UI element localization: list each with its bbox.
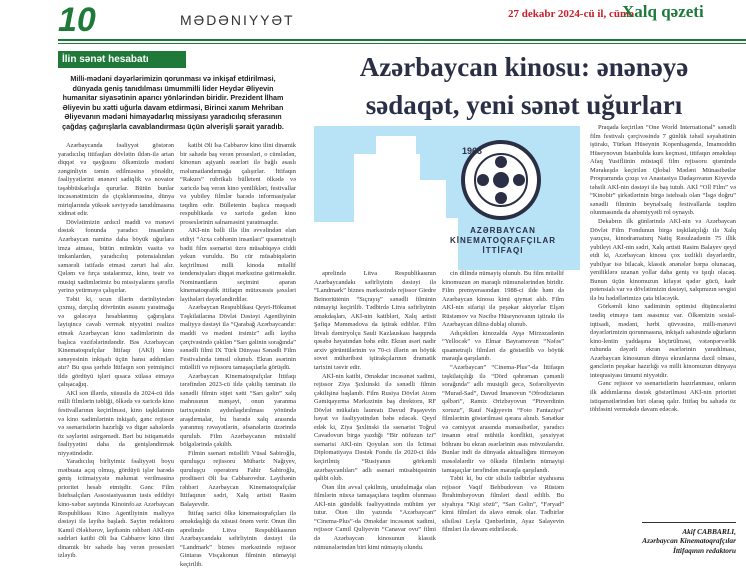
paragraph: “Azərbaycan” “Cinema-Plus”-da İttifaqın təşkilatçılığı ilə “Dörd qəhrəman çəmənli sorağında” adlı musiqili gecə, Sofəroliyevin “Murad-Sad”, Davud İmanovun “Əfrodizianın qəlbəri”, Ramiz Ərizbəyovun “Pirverdinin xoruzu”, Rauf Nağıyevin “Foto Fantaziya” filmlərinin göstərilməsi qərara alınıb. Sənətkar və cəmiyyət arasında mənasibətlər, yaradıcı insanın ətraf mühitlə konflikti, şəxsiyyət böhranı bu ekran əsərlərinin əsas mövzularıdır. Bunlar indi də dünyada aktuallığını itirməyən məsələlərdir və ölkədə filmlərin nümayişi tamaşaçılar tərəfindən maraqla qarşılandı.	[442, 364, 564, 474]
paragraph: AKİ-nin katibi, Əməkdar incəsənət xadimi, rejissor Ziya Şıxlıinski ilə sənədli filmin çəkilişinə başlanıb. Film Rusiya Dövlət Atom Gəmiqayırma Mərkəzinin baş direktoru, RF Dövlət mükafatı laureatı Davud Paşayevin həyat və fəaliyyətindən bəhs edəcək. Qeyd edək ki, Ziya Şıxlinski ilə ssenarist Toğrul Cavadovun birgə yazdığı “Bir nüfuzun izi” ssenarisi AKİ-nin Qoyulan son ilə İctimai Diplomatiyaya Dəstək Fondu ilə 2020-ci ildə keçirilmiş “Rusiyanın görkəmli azərbaycanlıları” adlı ssenari müsabiqəsinin qalibi olub.	[314, 372, 436, 483]
logo-line-2: KİNEMATOQRAFÇILAR	[449, 236, 557, 245]
paragraph: AKİ son illərdə, xüsusilə də 2024-cü ildə milli filmlərin təbliği, ölkədə və xaricdə kino festivallarının keçirilməsi, kino təşkilatının və kino xadimlərinin inkişafı, gənc rejissor və ssenaristlərin hazırlığı və digər sahələrdə öz səylərini əsirgəmədi. Bəri bu istiqamətdə fəaliyyətini daha da genişləndirmək niyyətindədir.	[58, 389, 174, 457]
page-number: 10	[58, 1, 96, 39]
paragraph: AKİ-nin bəlli illə ilin əvvəlindən elan etdiyi “Arxa cəbhənin insanları” qısametrajlı bədii film ssenarisi üzrə müsabiqəyə ciddi yekun vuruldu. Bu cür müsabiqələrin keçirilməsi milli kinoda müəllif tendensiyaları diqqət mərkəzinə gətirməkdir. Nominantların seçimini aparan kinematoqrafik ittifaqın mütəxəssis şəxsləri layihələri dəyərləndirdilər.	[180, 227, 296, 303]
paragraph: Azərbaycan Respublikası Qeyri-Hökumət Təşkilatlarına Dövlət Dəstəyi Agentliyinin maliyyə dəstəyi ilə “Qarabağ Azərbaycandır: maddi və mədəni irsimiz” adlı layihə çərçivəsində çəkilən “Sarı gəlinin sorağında” sənədli filmi IX Türk Dünyası Sənədli Film Festivalında təmsil olunub. Ekran əsərinin müəllifi və rejissoru tamaşaçılarla görüşdü.	[180, 304, 296, 372]
paragraph: Gənc rejissor və ssenaristlərin hazırlanması, onların ilk addımlarına dəstək göstərilməsi AKİ-nin prioritet istiqamətlərindən biri olaraq qalır. İttifaq bu sahədə öz töhfəsini verməkdə davam edəcək.	[590, 380, 736, 414]
section-title: MƏDƏNIYYƏT	[180, 12, 295, 28]
logo-wordmark	[442, 226, 564, 256]
tower-shape	[376, 136, 416, 160]
rubric-tag: İlin sənət hesabatı	[58, 51, 186, 68]
paragraph: Azərbaycanda fəaliyyət göstərən yaradıcılıq ittifaqları dövlətin ildən-ilə artan diqqət və qayğısını ölkəmizdə mədəni zənginliyin təmin edilməsinə yönəldir, fəaliyyətlərini ənənəvi sadiqlik və novator təşəbbüskarlıqla qururlar. Bütün bunlar incəsənətimizin də çiçəklənməsinə, dünya miriqlarında yüksək səviyyədə tanıdılmasına xidmət edir.	[58, 142, 174, 218]
paragraph: Təbii ki, bu cür silsilə tədbirlər siyahısına rejissor Vaqif Behbudovun və Rüstəm İbrahimbəyovun filmləri daxil edilib. Bu siyahıya “Kişi sözü”, “Sarı Gəlin”, “Fəryad” kimi filmləri də əlavə etmək olar. Tədbirlər silsiləsi Leyla Qənbərlinin, Ayaz Salayevin filmləri ilə davam etdiriləcək.	[442, 475, 564, 534]
paragraph: cin dilində nümayiş olunub. Bu film müəllif kinomuzun ən maraqlı nümunələrindən biridir. Film premyerasından 1988-ci ilde həm də Azərbaycan kinosu kimi qiymət alıb. Film AKİ-nin sifarişi ilə peşəkar aktyorlar Elşən Rüstəmov və Nəcibə Hüseynovanın iştirakı ilə Azərbaycan dilinə dublaj olunub.	[442, 270, 564, 329]
paragraph: Ötən ilin avval çəkilmiş, unudulmağa olan filmlərin nüsxə tamaşaçılara təqdim olunması AKİ-nin gündəlik fəaliyyətində mühüm yer tutur. Ötən ilin yazında “Azərbaycan” “Cinema-Plus”-da Əməkdar incəsənət xadimi, rejissor Camil Quliyevin “Canavar ovu” filmi də Azərbaycan kinosunun klassik nümunələrindən biri kimi nümayiş olundu.	[314, 483, 436, 551]
logo-line-1: AZƏRBAYCAN	[470, 226, 536, 235]
text-column-5	[590, 124, 736, 516]
author-signature	[590, 527, 736, 555]
tower-shape	[314, 222, 360, 270]
paragraph: katibi Əli İsa Cabbarov kino ilini dinamik bir sahədə baş verən prosesləri, o cümlədən, kinonun aşiyanlı əsərləri ilə bağlı əsaslı məlumatlandırmağa çalışırlar. İttifaqın “Rakurs” rubrikalı bülleteni ölkədə və xaricdə baş verən kino yenilikləri, festivallar və yubiley filmlər barədə informasiyalar təqdim edir. Bülletenin başlıca məqsədi respublikada və xaricdə gedən kino proseslərinin salnaməsini yaratmaqdır.	[180, 142, 296, 226]
paragraph: Adıçəkilən kinozalda Ayşə Mirzəzadənin “Yellocək” və Elmar Bayramovun “Nəfəs” qısametrajlı filmləri də göstərilib və böyük maraqla qarşılanıb.	[442, 329, 564, 363]
issue-date: 27 dekabr 2024-cü il, cümə	[508, 8, 634, 20]
masthead	[0, 0, 746, 42]
paragraph: Görkəmli kino xadiminin optimist düşüncələrini təsdiq etməyə tam əsasımız var. Ölkəmizin sosial-iqtisadi, mədəni, hərbi qüvvəsinə, milli-mənəvi dəyərlərimizin qorunmasına, inkişafı sahəsində uğurların kino-lentin yaddaşına köçürülməsi, vətənpərvərlik ruhunda dəyərli ekran əsərlərinin yaradılması, Azərbaycan kinosunun dünya ekranlarına daxil olması, gənclərin peşəkar hazırlığı və milli kinomuzun dünyaya inteqrasiyası ümumi niyyətdir.	[590, 303, 736, 379]
article-intro: Milli-mədəni dəyərlərimizin qorunması və inkişaf etdirilməsi, dünyada geniş tanıdılması ümummilli lider Heydər Əliyevin humanitar siyasətinin aparıcı yönlərindən biridir. Prezident İlham Əliyevin bu xətti uğurla davam etdirməsi, Birinci xanım Mehriban Əliyevanın mədəni himayədarlıq missiyası yaradıcılıq sferasının çağdaş çağırışlarla cavablandırması üçün əlverişli şərait yaradıb.	[62, 74, 284, 131]
author-name: Akif CABBARLI,	[682, 527, 736, 536]
film-reel-logo-icon	[452, 138, 550, 222]
logo-line-3: İTTİFAQI	[482, 246, 524, 255]
text-column-4	[442, 270, 564, 560]
paragraph: Filmin ssenari müəllifi Vüsal Sabiroğlu, quruluşçu rejissoru Mübariz Nağıyev, quruluşçu operatoru Fahir Sabiroğlu, prodüseri Əli İsa Cabbarovdur. Layihənin rəhbəri Azərbaycan Kinematoqrafçılar İttifaqının sədri, Xalq artisti Rasim Balayevdir.	[180, 449, 296, 508]
paragraph: Təbii ki, ucun illərin dərinliyindən çıxmış, dərçılıq dövrünün əsasını yaratmağa və gələcəyə hesablanmış çağırışlara layiqincə cavab vermək niyyətini realizə etmək Azərbaycan kino xadimlərinin də başlıca vəzifələrindəndir. Bəs Azərbaycan Kinematoqrafçılar İttifaqı (AKİ) kino sənəyesinin inkişafı üçün hansı addımları atır? Bu qısa şərhdə İttifaqın son yetmişinci ildə gördüyü işləri qısaca xülasə etməyə çalışacağıq.	[58, 295, 174, 389]
paragraph: Praqada keçirilən “One World International” sənədli film festivalı çərçivəsində 7 günlük təhsil səyahətinin iştirakı, Türkan Hüseynin Kopenhagendə, İmamoddin Hüseynovun İstanbulda kurs keçməsi, ittifaqın əməkdaşı Afaq Yusifliinin müstəqil film rejissoru qismində Mərakeşdə keçirilən Qlobal Mədəni Münasibətlər Proqramında çıxışı və Anastasiya Dadaşovanın Kiyevdə təhsili AKİ-nin dəstəyi ilə baş tutub. AKİ “Oll Film” və “Kinobir” şirkətlərinin birgə istehsalı olan “İsgə doğru” sənədli filminin beynəlxalq festivallarda təqdim olunmasında da əhəmiyyətli rol oynayıb.	[590, 124, 736, 217]
author-role-line-1: Azərbaycan Kinematoqrafçılar	[642, 536, 736, 546]
paragraph: aprelində Litva Respublikasının Azərbaycandakı səfirliyinin dəstəyi ilə “Landmark” biznes mərkəzində rejissor Giedre Beinoriūtėnin “Sıçrayış” sənədli filminin nümayişi keçirilib. Tədbirdə Litva səfirliyinin əməkdaşları, AKİ-nin katibləri, Xalq artisti Şəfiqə Məmmədova da iştirak ediblər. Film litvalı dəmiryolçu Sauli Kazlauskası haqqında qəsəbə həyatından bəhs edir. Ekran əsəri nadir arxiv görüntülərinin və 70-ci illərin ən böyük sovet mühəribəsi iştirakçılarının dramatik tarixini təsvir edir.	[314, 270, 436, 372]
paragraph: Yaradıcılıq birliyimiz fəaliyyəti boyu mətbuata açıq olmuş, gördüyü işlər barədə geniş ictimaiyyətə məlumat verilməsinə prioritet hesab etmişdir. Gənc Film İstehsalçıları Assosiasiyasının təsis edildiyi kino-xəbər saytında Kinoinfo.az Azərbaycan Respublikası Kino Agentliyinin maliyyə dəstəyi ilə layihə başladı. Saytın redaktoru Kamil Ələkbərov, layihənin rəhbəri AKİ-nin sədrləri katibi Əli İsa Cabbarov kino ilini dinamik bir sahədə baş verən prosesləri izləyib.	[58, 458, 174, 560]
text-column-2	[180, 142, 296, 568]
paragraph: Dekabrın ilk günlərində AKİ-nin və Azərbaycan Dövlət Film Fondunun birgə təşkilatçılığı ilə Xalq yazıçısı, kinodramaturq Natiq Rəsulzadənin 75 illik yubileyi AKİ-nin sədri, Xalq artisti Rasim Balayev qeyd etdi ki, Azərbaycan kinosu çox təzlikli dəyərlərdir, yubilyar isə bilacak, klassik ənənələr bərpa olunacaq, yeniliklərə uzanan yollar daha geniş və işıqlı olacaq. Bunun üçün kinomuzun kifayət qədər gücü, kadr potensialı var və dövlətimizin dəstəyi, xalqımızın sevgisi ilə bu hədəflərimizə çata biləcəyik.	[590, 218, 736, 302]
paragraph: İttifaq sarici ölkə kinematoqrafçıları ilə əməkdaşlığı da xüsusi önəm verir. Onun ilin aprelində Litva Respublikasının Azərbaycandakı səfirliyinin dəstəyi ilə “Landmark” biznes mərkəzində rejissor Gintaras Visçakonun filminin nümayişi keçirilib.	[180, 509, 296, 568]
tower-shape	[354, 154, 420, 270]
newspaper-name: Xalq qəzeti	[622, 2, 704, 21]
paragraph: Azərbaycan Kinematoqrafçılar İttifaqı tərəfindən 2023-cü ildə çəkiliş təminatı ilə sənədli filmin süjet xətti “Sarı gəlin” xalq mahnısının mənşəyi, onun yaranma tarixçəsinin aydınlaşdırılması yönündə araşdırmalar, bu barədə xalq arasında yaranmış rəvayətlərin, əfsanələrin üzərində qurulub. Film Azərbaycanın müxtəlif bölgələrində çəkilib.	[180, 372, 296, 449]
signature-rule	[642, 522, 736, 523]
logo-year: 1963	[462, 146, 483, 156]
text-column-3	[314, 270, 436, 560]
headline-line-1: Azərbaycan kinosu: ənənəyə	[359, 52, 689, 82]
masthead-rule	[58, 39, 746, 41]
author-role-line-2: İttifaqının redaktoru	[672, 545, 736, 555]
text-column-1	[58, 142, 174, 560]
masthead-rule-thin	[58, 43, 746, 44]
headline-line-2: sədaqət, yeni sənət uğurları	[365, 90, 683, 120]
article-headline	[314, 48, 734, 124]
paragraph: Dövlətimizin ardıcıl maddi və mənəvi dəstək fonunda yaradıcı insanların Azərbaycan naminə daha böyük uğurlara imza atması, bütün mümkün vasitə və imkanlardan, yaradıcılıq potensialından səmərəli istifadə etməsi zəruri hal alır. Qələm və fırça ustalarımız, kino, teatr və musiqi xadimlərimiz bu missiyalarını şərəflə yerinə yetirməyə çalışırlar.	[58, 218, 174, 295]
